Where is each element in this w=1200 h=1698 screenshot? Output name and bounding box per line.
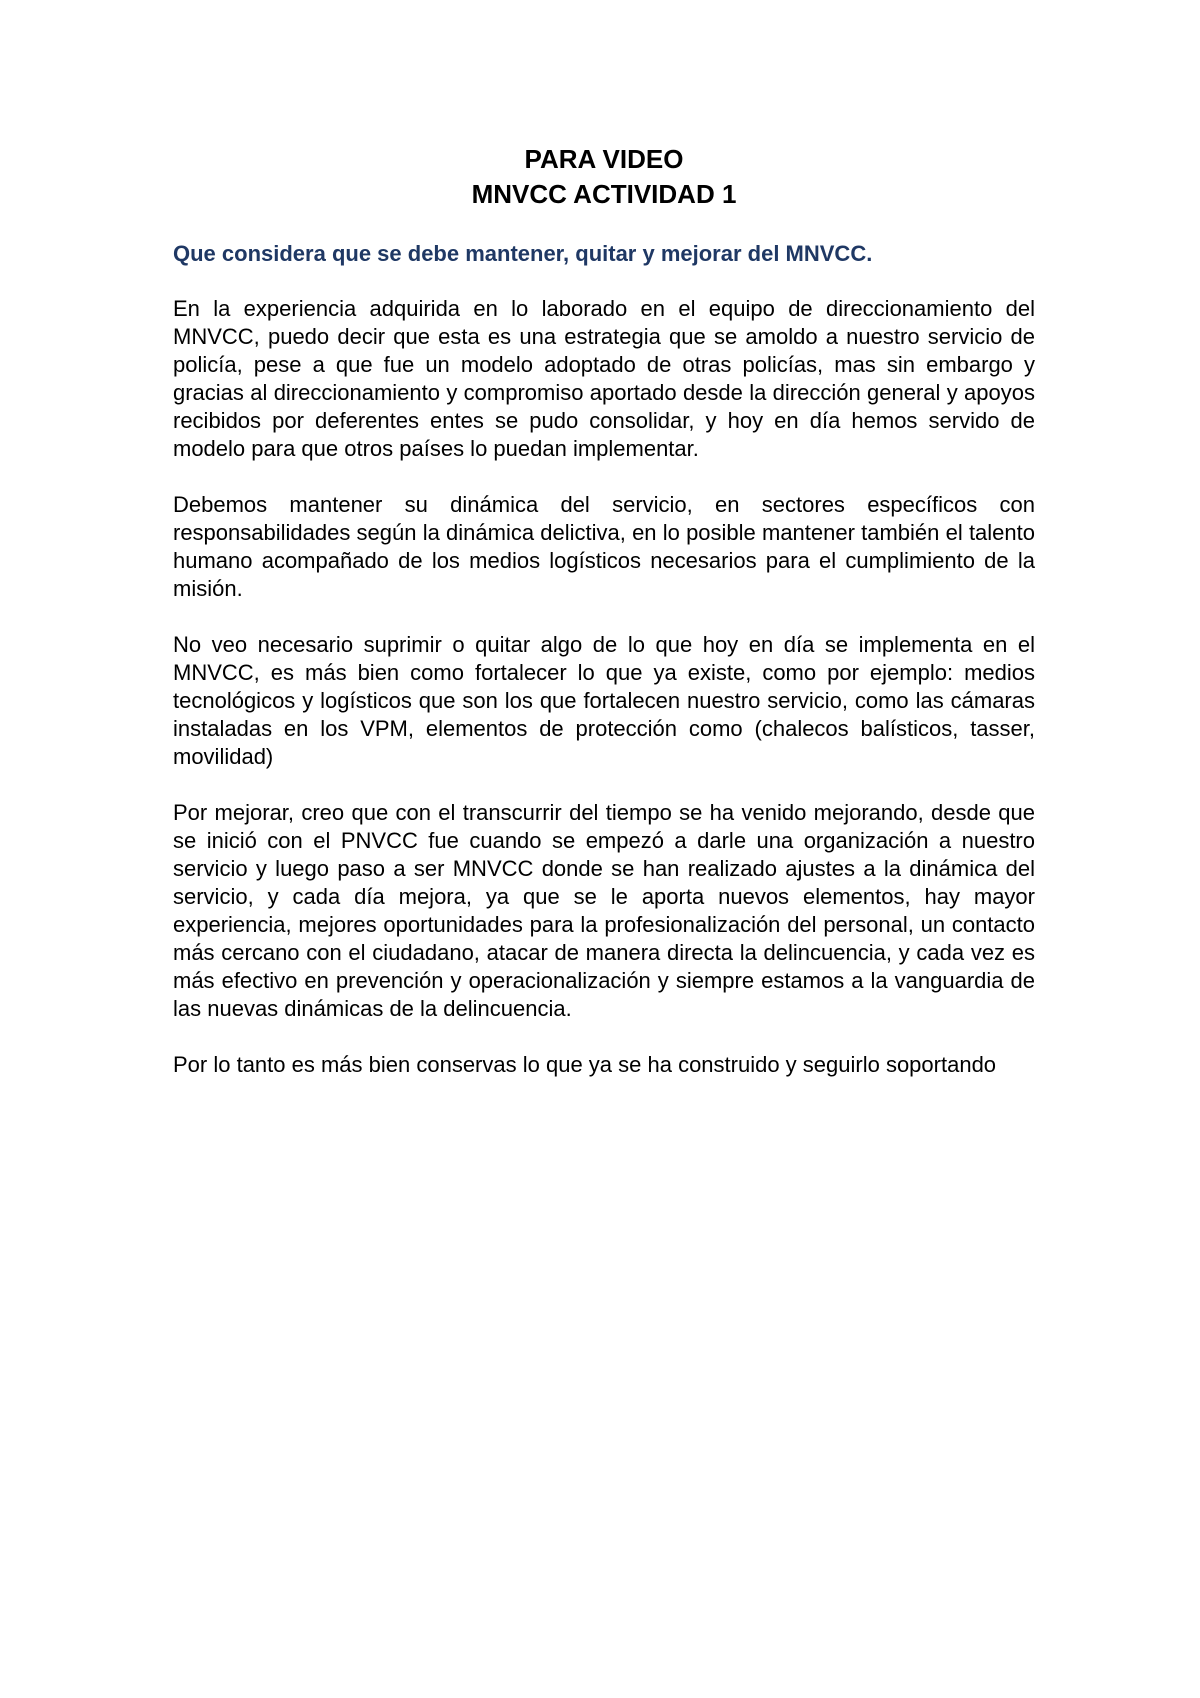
- paragraph-conclusion: Por lo tanto es más bien conservas lo que ya se ha construido y seguirlo soportando: [173, 1052, 997, 1077]
- title-line-1: PARA VIDEO: [524, 144, 684, 174]
- paragraph-maintain: Debemos mantener su dinámica del servicio, en sectores específicos con responsabilidades según la dinámica delictiva, en lo posible mantener también el talento humano acompañado de los medios logísticos necesarios para el cumplimiento de la misión.: [173, 492, 1035, 601]
- paragraph-experience: En la experiencia adquirida en lo laborado en el equipo de direccionamiento del MNVCC, puedo decir que esta es una estrategia que se amoldo a nuestro servicio de policía, pese a que fue un modelo adoptado de otras policías, mas sin embargo y gracias al direccionamiento y compromiso aportado desde la dirección general y apoyos recibidos por deferentes entes se pudo consolidar, y hoy en día hemos servido de modelo para que otros países lo puedan implementar.: [173, 296, 1035, 461]
- title-line-2: MNVCC ACTIVIDAD 1: [471, 179, 737, 209]
- document-title: [173, 142, 1035, 212]
- document-body: [173, 142, 1035, 1107]
- paragraph-remove: No veo necesario suprimir o quitar algo de lo que hoy en día se implementa en el MNVCC, es más bien como fortalecer lo que ya existe, como por ejemplo: medios tecnológicos y logísticos que son los que fortalecen nuestro servicio, como las cámaras instaladas en los VPM, elementos de protección como (chalecos balísticos, tasser, movilidad): [173, 632, 1035, 769]
- question-heading: Que considera que se debe mantener, quitar y mejorar del MNVCC.: [173, 241, 873, 266]
- paragraph-improve: Por mejorar, creo que con el transcurrir del tiempo se ha venido mejorando, desde que se inició con el PNVCC fue cuando se empezó a darle una organización a nuestro servicio y luego paso a ser MNVCC donde se han realizado ajustes a la dinámica del servicio, y cada día mejora, ya que se le aporta nuevos elementos, hay mayor experiencia, mejores oportunidades para la profesionalización del personal, un contacto más cercano con el ciudadano, atacar de manera directa la delincuencia, y cada vez es más efectivo en prevención y operacionalización y siempre estamos a la vanguardia de las nuevas dinámicas de la delincuencia.: [173, 800, 1035, 1021]
